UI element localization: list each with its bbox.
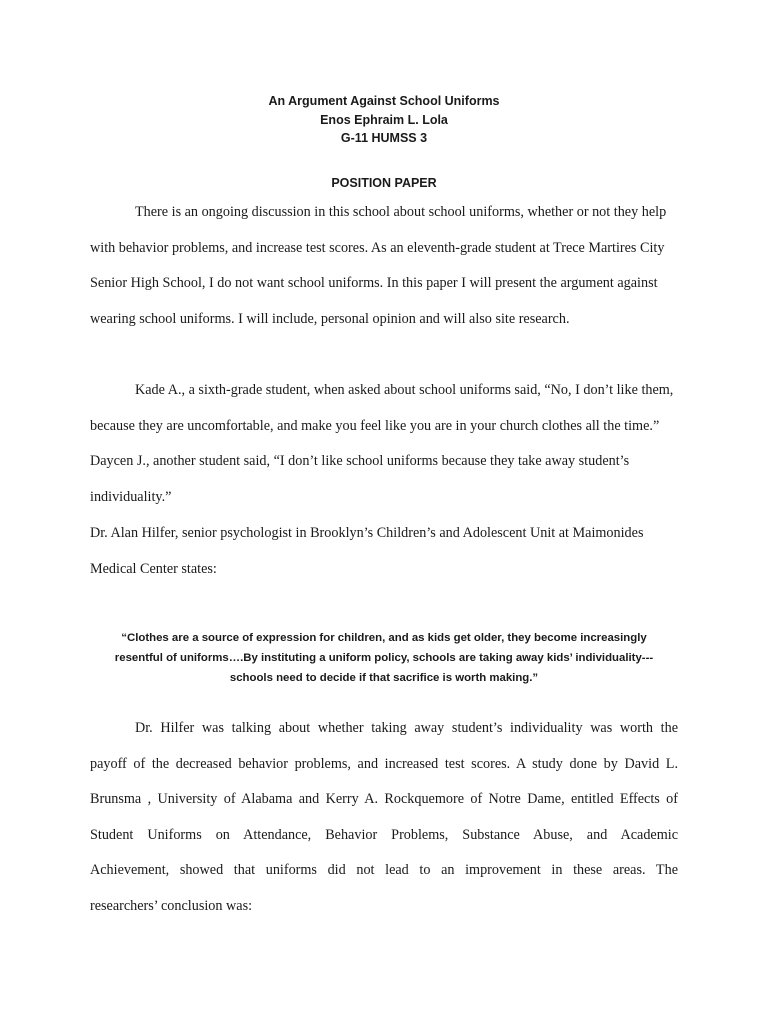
study-line: researchers’ conclusion was: — [90, 897, 253, 914]
study-line: Dr. Hilfer was talking about whether taking away student’s individuality was worth the — [135, 720, 678, 736]
paragraph-student-opinions: Kade A., a sixth-grade student, when asked about school uniforms said, “No, I don’t like them, because they are uncomfortable, and make you feel like you are in your church clothes all the time.” Daycen J., another student said, “I don’t like school uniforms because they take away student’s individuality.” — [90, 382, 674, 505]
paragraph-intro: There is an ongoing discussion in this school about school uniforms, whether or not they help with behavior problems, and increase test scores. As an eleventh-grade student at Trece Martires City Senior High School, I do not want school uniforms. In this paper I will present the argument against wearing school uniforms. I will include, personal opinion and will also site research. — [90, 204, 667, 327]
study-line: payoff of the decreased behavior problems, and increased test scores. A study done by David L. — [90, 755, 678, 772]
author-name: Enos Ephraim L. Lola — [320, 113, 448, 127]
expert-quote: “Clothes are a source of expression for children, and as kids get older, they become increasingly resentful of uniforms….By instituting a uniform policy, schools are taking away kids’ individuality---schools need to decide if that sacrifice is worth making.” — [114, 632, 654, 684]
class-section: G-11 HUMSS 3 — [340, 131, 428, 145]
paragraph-study — [90, 711, 678, 924]
paper-heading: POSITION PAPER — [331, 176, 437, 190]
study-line: Achievement, showed that uniforms did not lead to an improvement in these areas. The — [90, 862, 678, 878]
document-title: An Argument Against School Uniforms — [268, 94, 500, 108]
study-line: Student Uniforms on Attendance, Behavior Problems, Substance Abuse, and Academic — [90, 826, 678, 843]
paragraph-expert-intro: Dr. Alan Hilfer, senior psychologist in Brooklyn’s Children’s and Adolescent Unit at Maimonides Medical Center states: — [90, 525, 644, 577]
study-line: Brunsma , University of Alabama and Kerry A. Rockquemore of Notre Dame, entitled Effects of — [90, 791, 678, 807]
